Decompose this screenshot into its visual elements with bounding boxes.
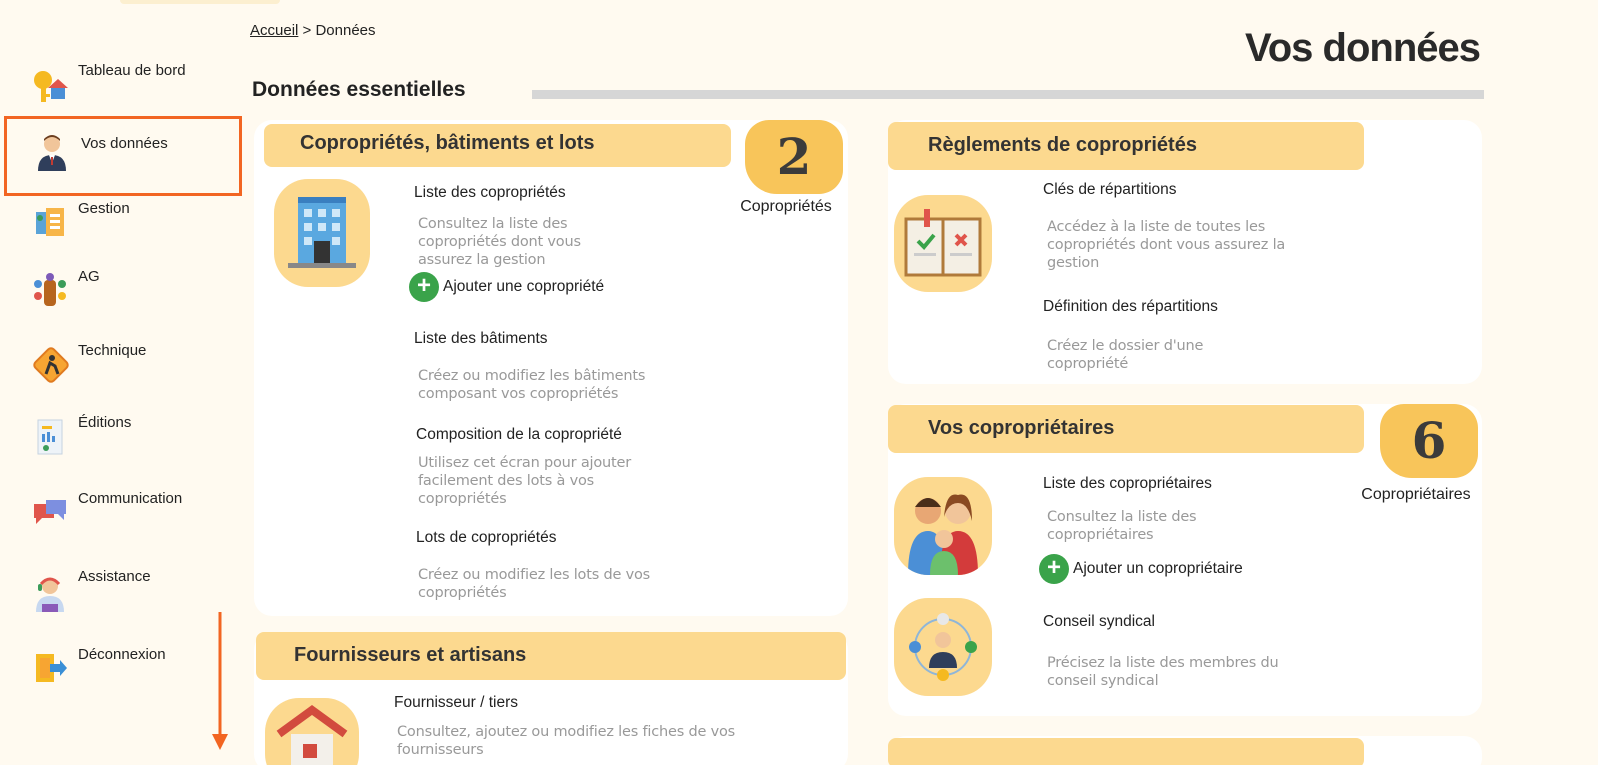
building-icon	[274, 179, 370, 287]
add-copropriete-button[interactable]	[409, 272, 604, 302]
dashboard-keys-house-icon	[32, 66, 68, 102]
section-divider	[532, 90, 1484, 99]
add-coproprietaire-button[interactable]	[1039, 554, 1243, 584]
definition-repartitions-desc: Créez le dossier d'une copropriété	[1047, 338, 1204, 372]
coproprietes-count-badge: 2	[745, 120, 843, 194]
coproprietaires-count-badge: 6	[1380, 404, 1478, 478]
reglements-card-header: Règlements de copropriétés	[888, 122, 1364, 170]
plus-icon: +	[409, 272, 439, 302]
sidebar-item-editions[interactable]	[4, 410, 242, 470]
composition-link[interactable]: Composition de la copropriété	[416, 426, 622, 443]
report-document-icon	[32, 418, 68, 454]
cles-repartitions-desc: Accédez à la liste de toutes les copropriétés dont vous assurez la gestion	[1047, 219, 1286, 271]
sidebar-item-tableau-de-bord[interactable]	[4, 58, 242, 118]
fournisseur-desc: Consultez, ajoutez ou modifiez les fiches de vos fournisseurs	[397, 724, 736, 758]
plus-icon: +	[1039, 554, 1069, 584]
house-shop-icon	[265, 698, 359, 765]
sidebar-item-vos-donnees[interactable]	[4, 116, 242, 196]
sidebar-item-gestion[interactable]	[4, 196, 242, 256]
section-title: Données essentielles	[252, 78, 466, 101]
batiments-list-desc: Créez ou modifiez les bâtiments composant vos copropriétés	[418, 368, 646, 402]
coproprietes-count-label: Copropriétés	[740, 198, 832, 215]
coproprietaires-card-header: Vos copropriétaires	[888, 405, 1364, 453]
sidebar-item-label: Vos données	[81, 135, 168, 152]
breadcrumb	[250, 22, 376, 39]
support-agent-icon	[32, 572, 68, 608]
council-people-icon	[894, 598, 992, 696]
sidebar-item-technique[interactable]	[4, 338, 242, 398]
cles-repartitions-link[interactable]: Clés de répartitions	[1043, 181, 1177, 198]
page-title: Vos données	[1245, 26, 1480, 70]
sidebar-item-label: Communication	[78, 490, 183, 507]
coproprietes-card-header: Copropriétés, bâtiments et lots	[264, 124, 731, 167]
chat-bubbles-icon	[32, 494, 68, 530]
logout-door-icon	[32, 650, 68, 686]
conseil-syndical-link[interactable]: Conseil syndical	[1043, 613, 1155, 630]
management-documents-icon	[32, 204, 68, 240]
next-card-header	[888, 738, 1364, 765]
coproprietaires-list-link[interactable]: Liste des copropriétaires	[1043, 475, 1212, 492]
add-copropriete-label: Ajouter une copropriété	[443, 278, 605, 295]
fournisseurs-card-header: Fournisseurs et artisans	[256, 632, 846, 680]
sidebar-item-deconnexion[interactable]	[4, 642, 242, 702]
batiments-list-link[interactable]: Liste des bâtiments	[414, 330, 548, 347]
sidebar-item-label: Éditions	[78, 414, 132, 431]
rules-book-icon	[894, 195, 992, 292]
breadcrumb-separator: >	[302, 22, 312, 39]
sidebar-item-label: Déconnexion	[78, 646, 166, 663]
top-decoration	[120, 0, 280, 4]
sidebar-item-label: Gestion	[78, 200, 130, 217]
fournisseur-link[interactable]: Fournisseur / tiers	[394, 694, 519, 711]
user-avatar-icon	[35, 133, 71, 169]
coproprietes-list-link[interactable]: Liste des copropriétés	[414, 184, 566, 201]
sidebar-item-assistance[interactable]	[4, 564, 242, 624]
meeting-table-icon	[32, 272, 68, 308]
conseil-syndical-desc: Précisez la liste des membres du conseil syndical	[1047, 655, 1279, 689]
sidebar-item-label: Technique	[78, 342, 147, 359]
coproprietaires-count-label: Copropriétaires	[1361, 486, 1471, 503]
sidebar-item-label: Tableau de bord	[78, 62, 186, 79]
sidebar-item-ag[interactable]	[4, 264, 242, 324]
lots-link[interactable]: Lots de copropriétés	[416, 529, 557, 546]
coproprietaires-list-desc: Consultez la liste des copropriétaires	[1047, 509, 1197, 543]
family-icon	[894, 477, 992, 575]
definition-repartitions-link[interactable]: Définition des répartitions	[1043, 298, 1218, 315]
sidebar-item-label: AG	[78, 268, 100, 285]
annotation-arrow-icon	[210, 612, 232, 752]
sidebar-item-label: Assistance	[78, 568, 151, 585]
composition-desc: Utilisez cet écran pour ajouter facilement des lots à vos copropriétés	[418, 455, 631, 507]
maintenance-sign-icon	[32, 346, 68, 382]
sidebar-item-communication[interactable]	[4, 486, 242, 546]
add-coproprietaire-label: Ajouter un copropriétaire	[1073, 560, 1243, 577]
breadcrumb-current: Données	[315, 22, 376, 39]
lots-desc: Créez ou modifiez les lots de vos copropriétés	[418, 567, 651, 601]
breadcrumb-home-link[interactable]: Accueil	[250, 22, 299, 39]
coproprietes-list-desc: Consultez la liste des copropriétés dont vous assurez la gestion	[418, 216, 581, 268]
